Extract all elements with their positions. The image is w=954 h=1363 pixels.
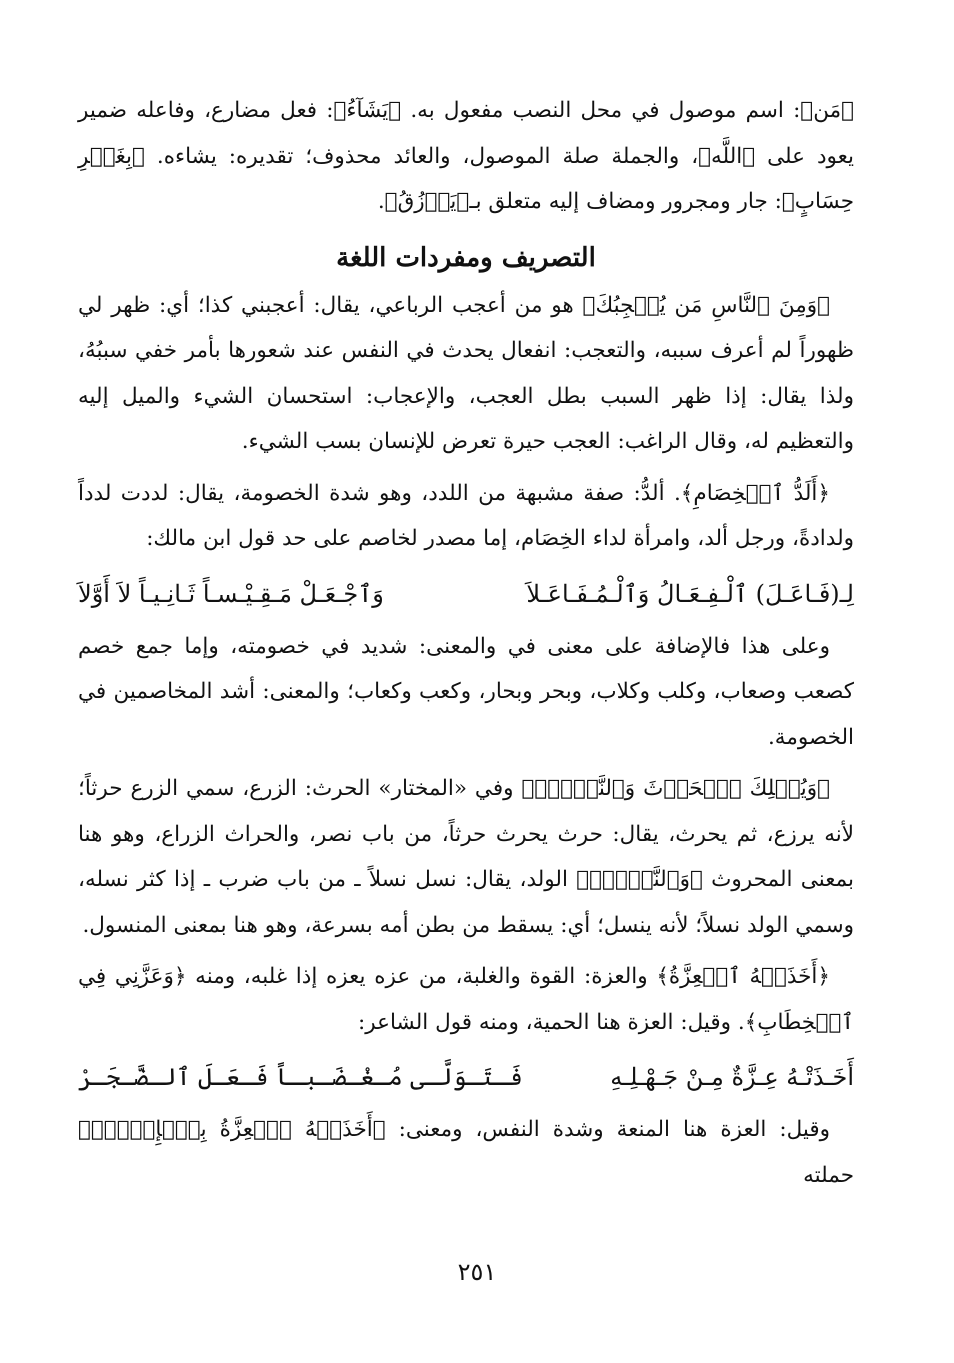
poem-verse-ibn-malik <box>78 568 854 620</box>
verse-second-hemistich: فَـتَـوَلَّـى مُـغْـضَـبـاً فَـعَـلَ ٱلـضَّـجَـرْ <box>78 1063 523 1091</box>
paragraph-harth-nasl: ﴿وَيُهۡلِكَ ٱلۡحَرۡثَ وَٱلنَّسۡلَۚ﴾ وفي «المختار» الحرث: الزرع، سمي الزرع حرثاً؛ لأنه يرزع، ثم يحرث، يقال: حرث يحرث حرثاً، من باب نصر، والحراث الزراع، وهو هنا بمعنى المحروث ﴿وَٱلنَّسۡلَۚ﴾ الولد، يقال: نسل نسلاً ـ من باب ضرب ـ إذا كثر نسله، وسمي الولد نسلاً؛ لأنه ينسل؛ أي: يسقط من بطن أمه بسرعة، وهو هنا بمعنى المنسول. <box>78 776 854 938</box>
poem-verse-poet <box>78 1051 854 1103</box>
paragraph-irab: ﴿مَن﴾: اسم موصول في محل النصب مفعول به. ﴿يَشَآءُ﴾: فعل مضارع، وفاعله ضمير يعود على ﴿اللَّه﴾، والجملة صلة الموصول، والعائد محذوف؛ تقديره: يشاءه. ﴿بِغَيۡرِ حِسَابٍ﴾: جار ومجرور ومضاف إليه متعلق بـ﴿يَرۡزُقُ﴾. <box>78 98 854 214</box>
page-number: ٢٥١ <box>457 1258 497 1286</box>
section-heading: التصريف ومفردات اللغة <box>336 242 596 273</box>
paragraph-aladd: ﴿أَلَدُّ ٱلۡخِصَامِ﴾. ألدُّ: صفة مشبهة من اللدد، وهو شدة الخصومة، يقال: لددت لدداً ولدادةً، ورجل ألد، وامرأة لداء الخِصَام، إما مصدر لخاصم على حد قول ابن مالك: <box>78 480 854 551</box>
paragraph-izzah: ﴿أَخَذَتۡهُ ٱلۡعِزَّةُ﴾ والعزة: القوة والغلبة، من عزه يعزه إذا غلبه، ومنه ﴿وَعَزَّنِي فِي ٱلۡخِطَابِ﴾. وقيل: العزة هنا الحمية، ومنه قول الشاعر: <box>78 964 854 1035</box>
paragraph-meaning-khisam: وعلى هذا فالإضافة على معنى في والمعنى: شديد في خصومته، وإما جمع خصم كصعب وصعاب، وكلب وكلاب، وبحر وبحار، وكعب وكعاب؛ والمعنى: أشد المخاصمين في الخصومة. <box>78 633 854 750</box>
verse-first-hemistich: أَخَـذَتْـهُ عِـزَّةٌ مِـنْ جَـهْـلِـهِ <box>610 1063 854 1091</box>
paragraph-yujibuka: ﴿وَمِنَ ٱلنَّاسِ مَن يُعۡجِبُكَ﴾ هو من أعجب الرباعي، يقال: أعجبني كذا؛ أي: ظهر لي ظهوراً لم أعرف سببه، والتعجب: انفعال يحدث في النفس عند شعورها بأمر خفي سببُهُ، ولذا يقال: إذا ظهر السبب بطل العجب، والإعجاب: استحسان الشيء والميل إليه والتعظيم له، وقال الراغب: العجب حيرة تعرض للإنسان بسب الشيء. <box>78 292 854 454</box>
verse-first-hemistich: لِـ(فَـاعَـلَ) ٱلْـفِـعَـالُ وَٱلْـمُـفَـاعَـلاَ <box>526 579 854 608</box>
paragraph-last: وقيل: العزة هنا المنعة وشدة النفس، ومعنى: ﴿أَخَذَتۡهُ ٱلۡعِزَّةُ بِٱلۡإِثۡمِۚ﴾ حملته <box>78 1117 854 1188</box>
page-content <box>78 88 854 1198</box>
verse-second-hemistich: وَٱجْـعَـلْ مَـقِـيْـسـاً ثَـانِـيـاً لاَ أَوَّلاَ <box>78 579 384 608</box>
